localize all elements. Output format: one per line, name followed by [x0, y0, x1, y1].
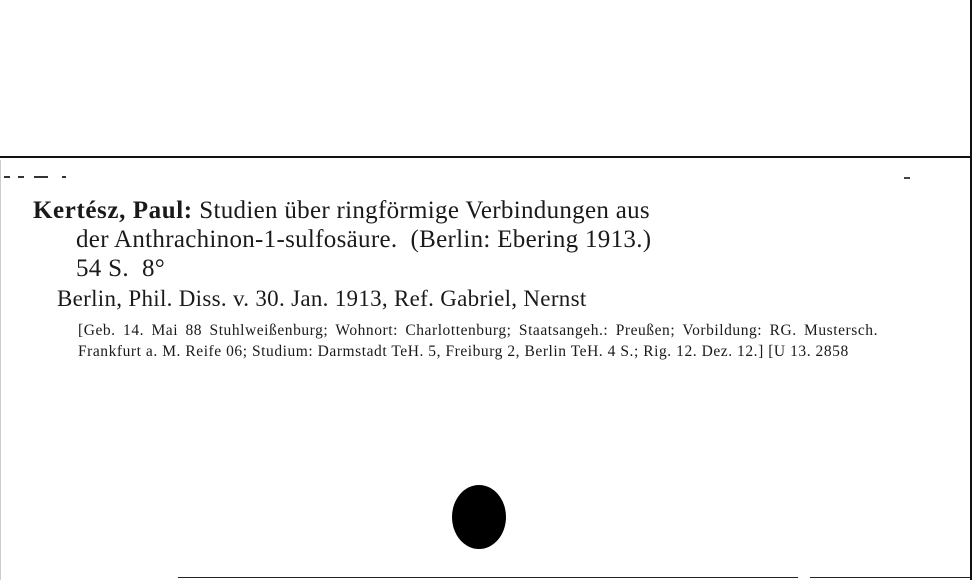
catalog-entry [33, 196, 878, 362]
card-edge-right [970, 0, 972, 580]
scan-specks [0, 176, 80, 180]
author-name: Kertész, Paul: [33, 197, 193, 224]
collation: 54 S. 8° [76, 255, 166, 282]
title-block [33, 196, 863, 283]
title-line-2: der Anthrachinon-1-sulfosäure. (Berlin: Ebering 1913.) [76, 226, 652, 253]
punch-hole [452, 485, 506, 549]
horizontal-rule [0, 156, 972, 158]
card-edge-bottom [178, 577, 798, 578]
card-edge-left [0, 160, 1, 580]
card-edge-bottom-right [810, 577, 970, 578]
scan-speck [904, 177, 910, 179]
biographical-notes: [Geb. 14. Mai 88 Stuhlweißenburg; Wohnort: Charlottenburg; Staatsangeh.: Preußen; Vorbildung: RG. Mustersch. Frankfurt a. M. Reife 06; Studium: Darmstadt TeH. 5, Freiburg 2, Berlin TeH. 4 S.; Rig. 12. Dez. 12.] [U 13. 2858 [78, 322, 878, 360]
title-line-1: Studien über ringförmige Verbindungen aus [199, 197, 650, 224]
dissertation-note: Berlin, Phil. Diss. v. 30. Jan. 1913, Ref. Gabriel, Nernst [57, 286, 587, 311]
